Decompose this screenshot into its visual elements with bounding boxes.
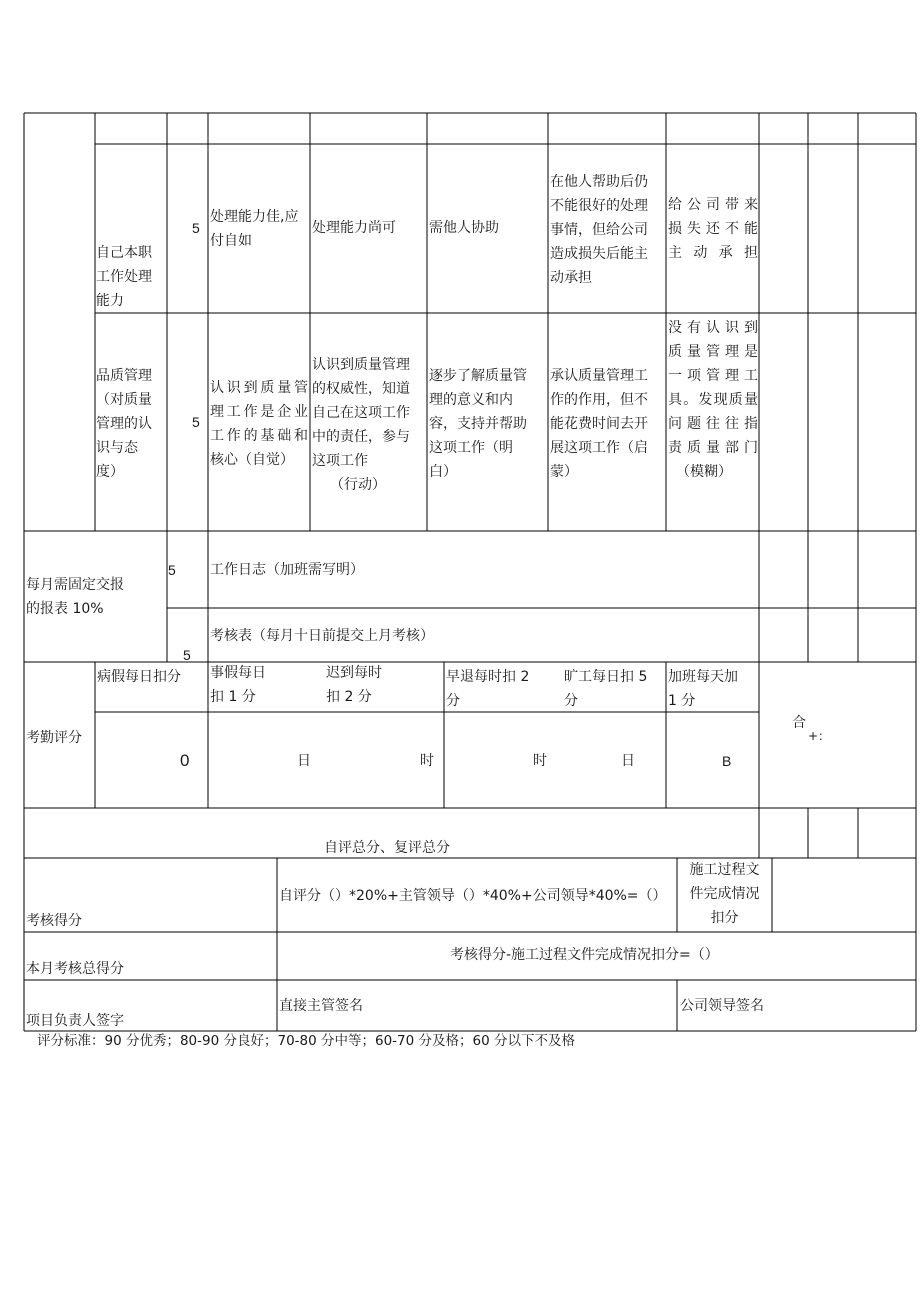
work-ability-level-c: 需他人协助	[429, 220, 499, 236]
work-ability-score: 5	[192, 220, 200, 236]
attendance-late-unit: 时	[420, 753, 434, 769]
quality-level-b: 认识到质量管理 的权威性，知道 自己在这项工作 中的责任，参与 这项工作 （行动）	[312, 357, 410, 493]
company-lead-signature-label: 公司领导签名	[680, 998, 764, 1014]
quality-level-a: 认识到质量管 理工作是企业 工作的基础和 核心（自觉）	[210, 380, 308, 468]
monthly-total-formula: 考核得分-施工过程文件完成情况扣分=（）	[450, 947, 719, 963]
reports-item1: 工作日志（加班需写明）	[210, 562, 364, 578]
reports-item2-score: 5	[183, 647, 191, 663]
attendance-personal: 事假每日 扣 1 分	[210, 665, 266, 705]
quality-label: 品质管理 （对质量 管理的认 识与态 度）	[96, 368, 152, 480]
work-ability-level-b: 处理能力尚可	[312, 220, 396, 236]
quality-score: 5	[192, 414, 200, 430]
reports-item1-score: 5	[168, 562, 176, 578]
attendance-sick-value: 0	[180, 751, 190, 770]
attendance-overtime: 加班每天加 1 分	[668, 669, 738, 709]
assessment-deduct-label: 施工过程文 件完成情况 扣分	[689, 862, 760, 926]
attendance-early: 早退每时扣 2 分	[446, 669, 530, 709]
summary-label: 自评总分、复评总分	[324, 840, 450, 856]
assessment-formula: 自评分（）*20%+主管领导（）*40%+公司领导*40%=（）	[279, 888, 667, 904]
work-ability-label: 自己本职 工作处理 能力	[96, 245, 152, 309]
attendance-late: 迟到每时 扣 2 分	[326, 665, 382, 705]
attendance-early-unit: 时	[533, 753, 547, 769]
attendance-total-label: 合	[792, 715, 806, 731]
work-ability-level-a: 处理能力佳,应 付自如	[210, 209, 299, 249]
scoring-standard-note: 评分标准：90 分优秀；80-90 分良好；70-80 分中等；60-70 分及格；60 分以下不及格	[37, 1033, 575, 1049]
assessment-label: 考核得分	[26, 913, 82, 929]
attendance-label: 考勤评分	[26, 730, 82, 746]
attendance-absent: 旷工每日扣 5 分	[564, 669, 648, 709]
reports-label: 每月需固定交报 的报表 10%	[26, 577, 124, 617]
attendance-total-mark: +：	[808, 729, 831, 743]
quality-level-d: 承认质量管理工 作的作用，但不 能花费时间去开 展这项工作（启 蒙）	[550, 368, 648, 480]
attendance-personal-unit: 日	[297, 753, 311, 769]
reports-item2: 考核表（每月十日前提交上月考核）	[210, 628, 434, 644]
attendance-sick: 病假每日扣分	[97, 669, 181, 685]
monthly-total-label: 本月考核总得分	[26, 961, 124, 977]
quality-level-e: 没有认识到 质量管理是 一项管理工 具。发现质量 问题往往指 责质量部门 （模糊）	[668, 320, 758, 480]
work-ability-level-e: 给公司带来 损失还不能 主动承担	[668, 197, 758, 261]
attendance-absent-unit: 日	[621, 753, 635, 769]
supervisor-signature-label: 直接主管签名	[279, 998, 363, 1014]
work-ability-level-d: 在他人帮助后仍 不能很好的处理 事情，但给公司 造成损失后能主 动承担	[550, 174, 648, 286]
project-lead-signature-label: 项目负责人签字	[26, 1013, 124, 1029]
attendance-overtime-value: B	[722, 753, 732, 769]
quality-level-c: 逐步了解质量管 理的意义和内 容，支持并帮助 这项工作（明 白）	[429, 368, 527, 480]
